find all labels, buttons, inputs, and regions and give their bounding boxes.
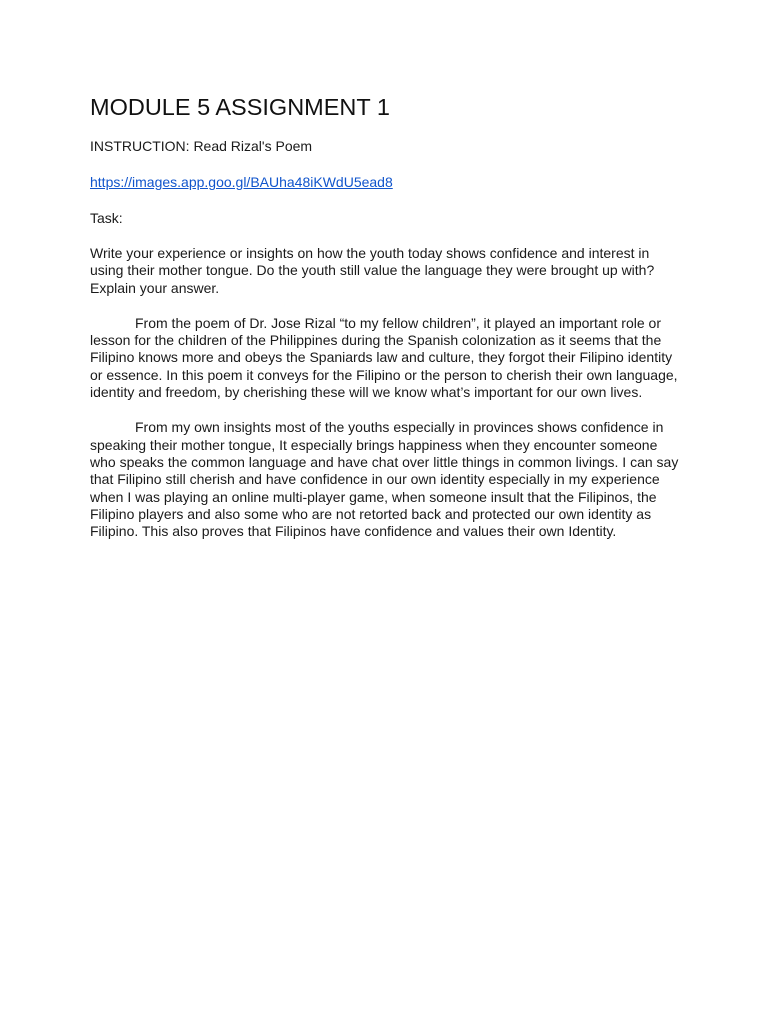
- instruction-text: INSTRUCTION: Read Rizal's Poem: [90, 138, 313, 154]
- task-label: Task:: [90, 210, 123, 226]
- answer-paragraph-2: From my own insights most of the youths especially in provinces shows confidence in speaking their mother tongue, It especially brings happiness when they encounter someone who speaks the common language and have chat over little things in common livings. I can say that Filipino still cherish and have confidence in our own identity especially in my experience when I was playing an online multi-player game, when someone insult that the Filipinos, the Filipino players and also some who are not retorted back and protected our own identity as Filipino. This also proves that Filipinos have confidence and values their own Identity.: [90, 419, 679, 540]
- answer-paragraph-1: From the poem of Dr. Jose Rizal “to my fellow children”, it played an important role or lesson for the children of the Philippines during the Spanish colonization as it seems that the Filipino knows more and obeys the Spaniards law and culture, they forgot their Filipino identity or essence. In this poem it conveys for the Filipino or the person to cherish their own language, identity and freedom, by cherishing these will we know what’s important for our own lives.: [90, 314, 678, 401]
- document-content: [90, 92, 680, 540]
- document-title: MODULE 5 ASSIGNMENT 1: [90, 94, 390, 120]
- poem-link[interactable]: https://images.app.goo.gl/BAUha48iKWdU5ead8: [90, 174, 393, 190]
- task-prompt: Write your experience or insights on how the youth today shows confidence and interest in using their mother tongue. Do the youth still value the language they were brought up with? Explain your answer.: [90, 245, 655, 296]
